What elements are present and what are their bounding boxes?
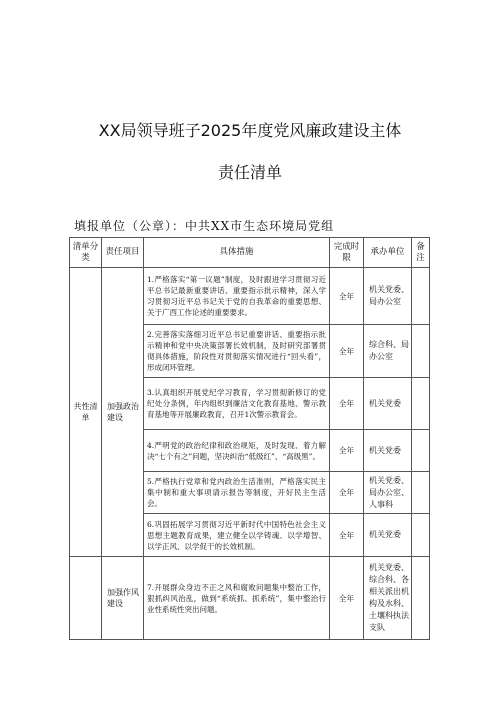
time-cell: 全年 <box>330 557 364 640</box>
header-owner: 承办单位 <box>364 238 412 268</box>
measure-cell: 6.巩固拓展学习贯彻习近平新时代中国特色社会主义思想主题教育成果，建立健全以学铸魂、以学增智、以学正风、以学促干的长效机制。 <box>144 514 330 557</box>
note-cell <box>412 325 430 378</box>
time-cell: 全年 <box>330 325 364 378</box>
note-cell <box>412 472 430 514</box>
note-cell <box>412 557 430 640</box>
header-item: 责任项目 <box>102 238 144 268</box>
measure-cell: 4.严明党的政治纪律和政治规矩，及时发现、着力解决“七个有之”问题，坚决纠治“低级红”、“高级黑”。 <box>144 430 330 472</box>
measure-cell: 7.开展群众身边不正之风和腐败问题集中整治工作，狠抓纠风治乱，做到“系统抓、抓系统”，集中整治行业性系统性突出问题。 <box>144 557 330 640</box>
measure-cell: 3.认真组织开展党纪学习教育，学习贯彻新修订的党纪处分条例，年内组织到廉洁文化教育基地、警示教育基地等开展廉政教育，召开1次警示教育会。 <box>144 378 330 430</box>
owner-cell: 机关党委 <box>364 430 412 472</box>
time-cell: 全年 <box>330 514 364 557</box>
time-cell: 全年 <box>330 472 364 514</box>
note-cell <box>412 514 430 557</box>
note-cell <box>412 430 430 472</box>
time-cell: 全年 <box>330 430 364 472</box>
document-title-line2: 责任清单 <box>217 163 282 182</box>
header-category: 清单分类 <box>70 238 102 268</box>
owner-cell: 机关党委 <box>364 514 412 557</box>
header-note: 备注 <box>412 238 430 268</box>
note-cell <box>412 378 430 430</box>
owner-cell: 机关党委 <box>364 378 412 430</box>
measure-cell: 1.严格落实“第一议题”制度，及时跟进学习贯彻习近平总书记最新重要讲话、重要指示批示精神，深入学习贯彻习近平总书记关于党的自我革命的重要思想、关于广西工作论述的重要要求。 <box>144 268 330 325</box>
header-measure: 具体措施 <box>144 238 330 268</box>
filing-unit-line: 填报单位（公章）：中共XX市生态环境局党组 <box>74 219 335 233</box>
owner-cell: 机关党委、局办公室 <box>364 268 412 325</box>
table-row <box>70 557 430 640</box>
table-header-row <box>70 238 430 268</box>
category-cell-empty <box>70 557 102 640</box>
owner-cell: 机关党委、综合科、各相关派出机构及水科、土壤科执法支队 <box>364 557 412 640</box>
owner-cell: 机关党委、局办公室、人事科 <box>364 472 412 514</box>
header-time: 完成时限 <box>330 238 364 268</box>
category-cell: 共性清单 <box>70 268 102 557</box>
measure-cell: 5.严格执行党章和党内政治生活准则，严格落实民主集中制和重大事项请示报告等制度，开好民主生活会。 <box>144 472 330 514</box>
document-title-line1: XX局领导班子2025年度党风廉政建设主体 <box>98 121 402 140</box>
table-row <box>70 268 430 325</box>
responsibility-table <box>69 237 430 640</box>
measure-cell: 2.完善落实落细习近平总书记重要讲话、重要指示批示精神和党中央决策部署长效机制，及时研究部署贯彻具体措施，阶段性对贯彻落实情况进行“回头看”，形成闭环管理。 <box>144 325 330 378</box>
time-cell: 全年 <box>330 378 364 430</box>
item-cell-conduct: 加强作风建设 <box>102 557 144 640</box>
time-cell: 全年 <box>330 268 364 325</box>
note-cell <box>412 268 430 325</box>
owner-cell: 综合科、局办公室 <box>364 325 412 378</box>
item-cell-political: 加强政治建设 <box>102 268 144 557</box>
